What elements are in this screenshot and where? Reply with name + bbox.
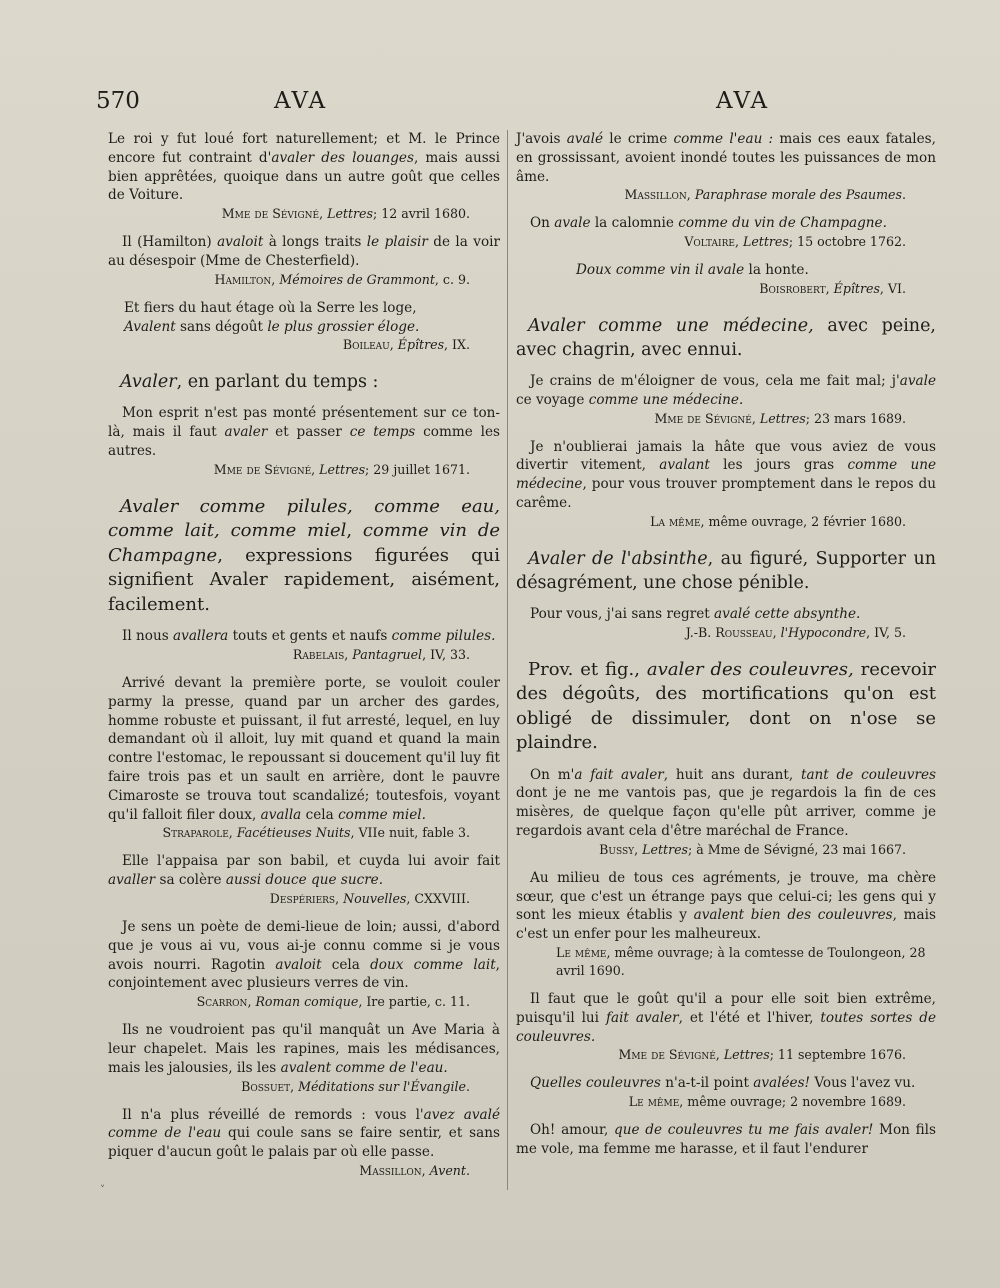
citation: Massillon, Paraphrase morale des Psaumes.: [624, 187, 906, 203]
citation: Rabelais, Pantagruel, IV, 33.: [292, 647, 470, 663]
citation: Le même, même ouvrage; 2 novembre 1689.: [628, 1094, 906, 1110]
quotation: On m'a fait avaler, huit ans durant, tant de couleuvres dont je ne me vantois pas, que je regardois la fin de ces misères, de quelque façon qu'elle pût arriver, comme je regardois avant cela d'être maréchal de France.: [516, 766, 936, 839]
subentry-heading: Avaler comme une médecine, avec peine, avec chagrin, avec ennui.: [516, 315, 936, 360]
quotation: Quelles couleuvres n'a-t-il point avalées! Vous l'avez vu.: [530, 1075, 916, 1092]
quotation: Elle l'appaisa par son babil, et cuyda lui avoir fait avaller sa colère aussi douce que sucre.: [108, 853, 500, 889]
citation: La même, même ouvrage, 2 février 1680.: [650, 513, 906, 529]
quotation: Oh! amour, que de couleuvres tu me fais avaler! Mon fils me vole, ma femme me harasse, et il faut l'endurer: [516, 1122, 936, 1157]
citation: Massillon, Avent.: [359, 1163, 470, 1178]
citation: Mme de Sévigné, Lettres; 12 avril 1680.: [221, 206, 470, 222]
citation: Le même, même ouvrage; à la comtesse de Toulongeon, 28 avril 1690.: [556, 944, 926, 978]
citation: Voltaire, Lettres; 15 octobre 1762.: [684, 234, 906, 250]
citation: Mme de Sévigné, Lettres; 11 septembre 1676.: [618, 1047, 906, 1063]
quotation: Je sens un poète de demi-lieue de loin; aussi, d'abord que je vous ai vu, vous ai-je connu comme si je vous avois nourri. Ragotin avaloit cela doux comme lait, conjointement avec plusieurs verres de vin.: [108, 919, 500, 992]
quotation: Pour vous, j'ai sans regret avalé cette absynthe.: [530, 605, 861, 622]
citation: Boileau, Épîtres, IX.: [342, 337, 470, 353]
column-divider: [507, 130, 508, 1190]
quotation: Il faut que le goût qu'il a pour elle soit bien extrême, puisqu'il lui fait avaler, et l'été et l'hiver, toutes sortes de couleuvres.: [516, 990, 936, 1045]
page-header: [96, 88, 936, 120]
citation: Despériers, Nouvelles, CXXVIII.: [269, 891, 470, 907]
citation: Straparole, Facétieuses Nuits, VIIe nuit, fable 3.: [162, 825, 470, 841]
quotation: Je n'oublierai jamais la hâte que vous aviez de vous divertir vitement, avalant les jours gras comme une médecine, pour vous trouver promptement dans le repos du carême.: [516, 438, 937, 511]
stray-mark: ˅: [100, 1185, 105, 1196]
running-head-left: AVA: [274, 88, 328, 114]
citation: Boisrobert, Épîtres, VI.: [759, 280, 906, 296]
quotation: Il (Hamilton) avaloit à longs traits le plaisir de la voir au désespoir (Mme de Chesterfield).: [108, 234, 500, 269]
verse-line: Avalent sans dégoût le plus grossier éloge.: [124, 318, 420, 335]
citation: Bussy, Lettres; à Mme de Sévigné, 23 mai 1667.: [599, 841, 906, 857]
verse-line: Doux comme vin il avale la honte.: [576, 262, 809, 279]
citation: Mme de Sévigné, Lettres; 23 mars 1689.: [654, 410, 906, 426]
citation: Mme de Sévigné, Lettres; 29 juillet 1671.: [213, 461, 470, 477]
subentry-heading: Avaler, en parlant du temps :: [120, 372, 379, 393]
quotation: Il n'a plus réveillé de remords : vous l'avez avalé comme de l'eau qui coule sans se faire sentir, et sans piquer d'aucun goût le palais par où elle passe.: [108, 1106, 500, 1161]
verse-line: Et fiers du haut étage où la Serre les loge,: [124, 299, 417, 316]
quotation: Au milieu de tous ces agréments, je trouve, ma chère sœur, que c'est un étrange pays que celui-ci; les gens qui y sont les mieux établis y avalent bien des couleuvres, mais c'est un enfer pour les malheureux.: [516, 869, 936, 943]
quotation: Il nous avallera touts et gents et naufs comme pilules.: [122, 628, 496, 645]
citation: Bossuet, Méditations sur l'Évangile.: [241, 1078, 470, 1094]
citation: Hamilton, Mémoires de Grammont, c. 9.: [214, 271, 470, 287]
quotation: On avale la calomnie comme du vin de Champagne.: [530, 215, 887, 232]
subentry-heading: Avaler de l'absinthe, au figuré, Supporter un désagrément, une chose pénible.: [516, 548, 937, 593]
quotation: Ils ne voudroient pas qu'il manquât un Ave Maria à leur chapelet. Mais les rapines, mais les médisances, mais les jalousies, ils les avalent comme de l'eau.: [108, 1022, 500, 1076]
page-number: 570: [96, 88, 140, 114]
subentry-heading: Prov. et fig., avaler des couleuvres, recevoir des dégoûts, des mortifications qu'on est obligé de dissimuler, dont on n'ose se plaindre.: [516, 658, 936, 754]
left-column: [108, 130, 500, 1180]
quotation: Mon esprit n'est pas monté présentement sur ce ton-là, mais il faut avaler et passer ce temps comme les autres.: [108, 405, 500, 459]
subentry-heading: Avaler comme pilules, comme eau, comme lait, comme miel, comme vin de Champagne, expressions figurées qui signifient Avaler rapidement, aisément, facilement.: [108, 495, 500, 615]
citation: J.-B. Rousseau, l'Hypocondre, IV, 5.: [685, 624, 906, 640]
quotation: Je crains de m'éloigner de vous, cela me fait mal; j'avale ce voyage comme une médecine.: [516, 372, 936, 408]
running-head-right: AVA: [716, 88, 770, 114]
quotation: J'avois avalé le crime comme l'eau : mais ces eaux fatales, en grossissant, avoient inondé toutes les puissances de mon âme.: [516, 131, 936, 185]
citation: Scarron, Roman comique, Ire partie, c. 11.: [196, 994, 470, 1010]
right-column: [516, 130, 936, 1159]
quotation: Arrivé devant la première porte, se vouloit couler parmy la presse, quand par un archer des gardes, homme robuste et puissant, il fut arresté, lequel, en luy demandant où il alloit, luy mit quand et quand la main contre l'estomac, le repoussant si doucement qu'il luy fit faire trois pas et un sault en arrière, dont le pauvre Cimaroste se trouva tout scandalizé; toutesfois, voyant qu'il falloit filer doux, avalla cela comme miel.: [108, 675, 500, 823]
quotation: Le roi y fut loué fort naturellement; et M. le Prince encore fut contraint d'avaler des louanges, mais aussi bien apprêtées, quoique dans un autre goût que celles de Voiture.: [108, 131, 500, 204]
